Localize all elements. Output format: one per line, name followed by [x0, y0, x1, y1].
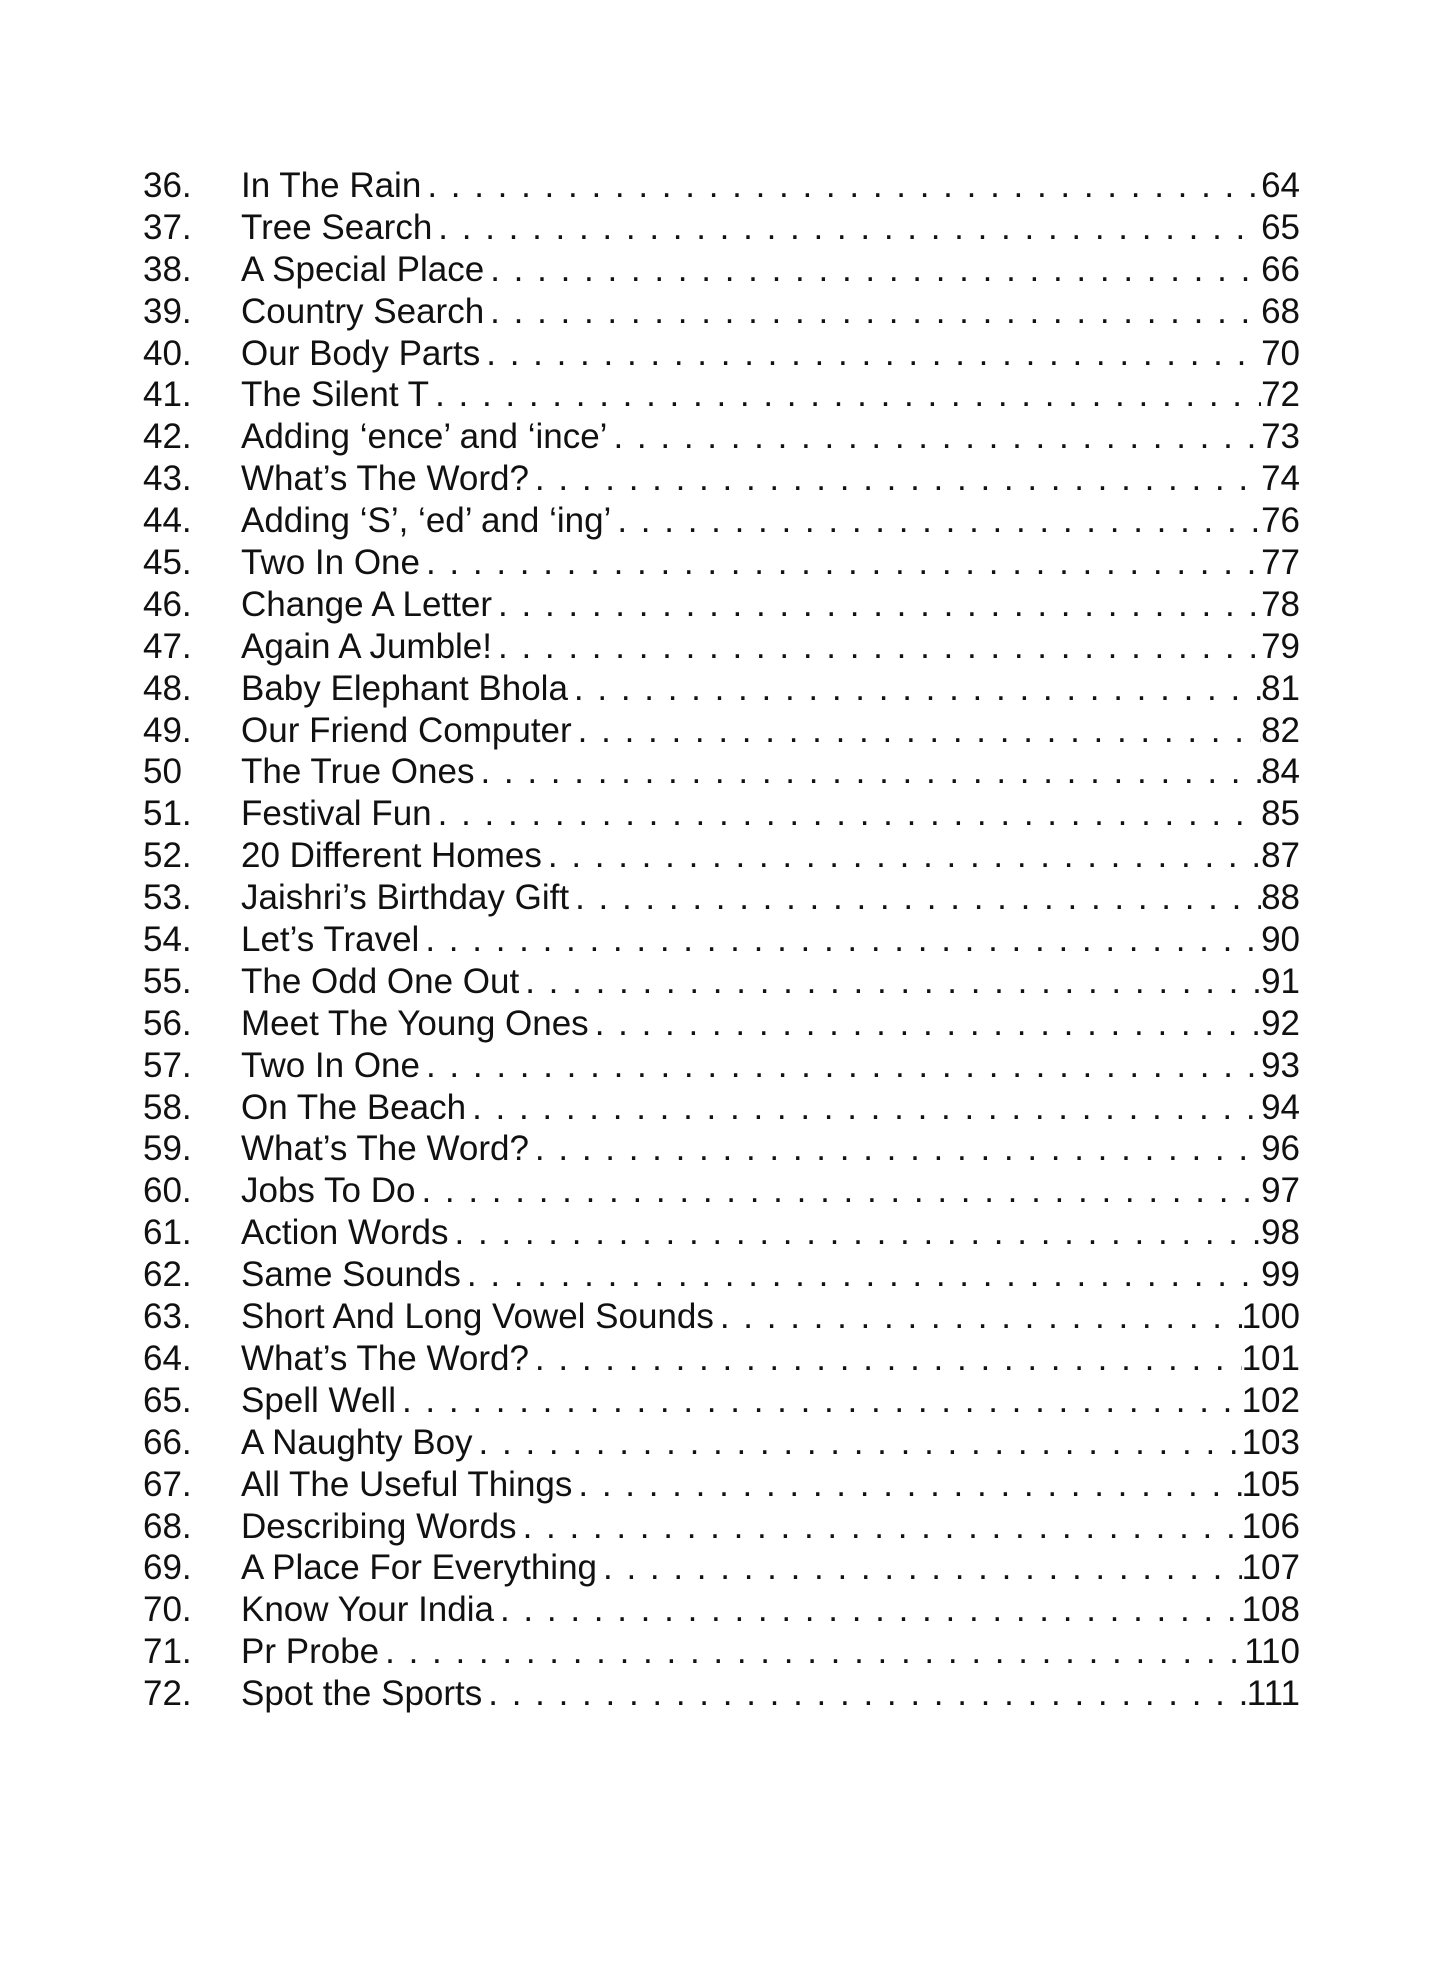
dot-leader — [484, 291, 1261, 333]
toc-entry-number: 64. — [143, 1338, 192, 1378]
toc-entry-title: A Naughty Boy — [241, 1422, 473, 1462]
toc-entry-title: Our Body Parts — [241, 333, 481, 373]
toc-entry-page-number: 81 — [1261, 668, 1300, 708]
toc-entry-number: 65. — [143, 1380, 192, 1420]
toc-entry-page-number: 72 — [1261, 375, 1300, 415]
toc-entry-number: 49. — [143, 710, 192, 750]
toc-entry — [143, 1254, 1300, 1296]
toc-entry-number: 53. — [143, 878, 192, 918]
toc-entry-number: 48. — [143, 668, 192, 708]
dot-leader — [484, 249, 1261, 291]
dot-leader — [492, 626, 1261, 668]
dot-leader — [529, 1128, 1261, 1170]
dot-leader — [420, 1045, 1261, 1087]
toc-entry — [143, 877, 1300, 919]
toc-entry — [143, 793, 1300, 835]
toc-entry-number: 45. — [143, 543, 192, 583]
toc-entry-number: 52. — [143, 836, 192, 876]
dot-leader — [420, 542, 1261, 584]
toc-entry-number: 41. — [143, 375, 192, 415]
toc-entry-number: 59. — [143, 1129, 192, 1169]
toc-entry-number: 58. — [143, 1087, 192, 1127]
toc-entry-title: Describing Words — [241, 1506, 517, 1546]
dot-leader — [429, 374, 1261, 416]
toc-entry-number: 36. — [143, 166, 192, 205]
dot-leader — [542, 835, 1261, 877]
toc-entry — [143, 1631, 1300, 1673]
toc-entry-title: A Place For Everything — [241, 1548, 597, 1588]
toc-entry — [143, 542, 1300, 584]
toc-entry-number: 42. — [143, 417, 192, 457]
toc-entry-title: The True Ones — [241, 752, 475, 792]
dot-leader — [597, 1547, 1242, 1589]
toc-entry-title: Country Search — [241, 291, 485, 331]
toc-entry — [143, 207, 1300, 249]
toc-entry — [143, 1338, 1300, 1380]
toc-entry — [143, 835, 1300, 877]
toc-entry-title: Two In One — [241, 543, 420, 583]
toc-entry-page-number: 77 — [1261, 543, 1300, 583]
toc-entry-title: Adding ‘S’, ‘ed’ and ‘ing’ — [241, 501, 612, 541]
toc-entry-title: Pr Probe — [241, 1632, 380, 1672]
toc-entry-page-number: 110 — [1244, 1632, 1300, 1672]
toc-entry — [143, 961, 1300, 1003]
toc-entry-title: Two In One — [241, 1045, 420, 1085]
dot-leader — [480, 333, 1261, 375]
toc-entry-page-number: 87 — [1261, 836, 1300, 876]
toc-entry-number: 44. — [143, 501, 192, 541]
dot-leader — [432, 207, 1261, 249]
dot-leader — [432, 793, 1261, 835]
dot-leader — [449, 1212, 1262, 1254]
dot-leader — [569, 877, 1261, 919]
toc-entry-title: Jobs To Do — [241, 1171, 416, 1211]
toc-entry-page-number: 93 — [1261, 1045, 1300, 1085]
toc-entry — [143, 919, 1300, 961]
toc-entry-page-number: 103 — [1241, 1422, 1300, 1462]
toc-entry — [143, 1296, 1300, 1338]
toc-entry-number: 72. — [143, 1674, 192, 1714]
toc-entry-title: Meet The Young Ones — [241, 1003, 589, 1043]
toc-entry-number: 63. — [143, 1297, 192, 1337]
toc-entry-number: 71. — [143, 1632, 192, 1672]
toc-entry-page-number: 65 — [1261, 207, 1300, 247]
toc-entry-page-number: 108 — [1241, 1590, 1300, 1630]
toc-entry-page-number: 64 — [1261, 166, 1300, 205]
toc-entry-page-number: 111 — [1246, 1674, 1300, 1714]
toc-entry-title: Baby Elephant Bhola — [241, 668, 568, 708]
toc-entry-page-number: 97 — [1261, 1171, 1300, 1211]
toc-entry-page-number: 74 — [1261, 459, 1300, 499]
toc-entry-title: The Odd One Out — [241, 961, 520, 1001]
dot-leader — [466, 1087, 1261, 1129]
toc-entry-number: 57. — [143, 1045, 192, 1085]
toc-entry — [143, 1422, 1300, 1464]
toc-entry-number: 43. — [143, 459, 192, 499]
toc-entry — [143, 165, 1300, 207]
toc-entry-page-number: 82 — [1261, 710, 1300, 750]
dot-leader — [396, 1380, 1242, 1422]
toc-entry-title: Jaishri’s Birthday Gift — [241, 878, 570, 918]
toc-entry-page-number: 88 — [1261, 878, 1300, 918]
toc-entry-title: What’s The Word? — [241, 459, 529, 499]
toc-entry — [143, 626, 1300, 668]
toc-entry-page-number: 101 — [1241, 1338, 1300, 1378]
toc-entry-title: Change A Letter — [241, 584, 493, 624]
toc-entry — [143, 333, 1300, 375]
dot-leader — [519, 961, 1261, 1003]
toc-entry — [143, 416, 1300, 458]
dot-leader — [482, 1673, 1247, 1715]
toc-entry-page-number: 68 — [1261, 291, 1300, 331]
toc-entry-title: In The Rain — [241, 166, 422, 205]
toc-entry — [143, 1045, 1300, 1087]
toc-entry-title: Know Your India — [241, 1590, 494, 1630]
toc-entry-number: 51. — [143, 794, 192, 834]
toc-entry-title: What’s The Word? — [241, 1338, 529, 1378]
dot-leader — [714, 1296, 1242, 1338]
dot-leader — [421, 165, 1261, 207]
dot-leader — [529, 458, 1261, 500]
toc-entry-title: On The Beach — [241, 1087, 467, 1127]
toc-entry-number: 47. — [143, 626, 192, 666]
toc-entry-number: 62. — [143, 1255, 192, 1295]
toc-entry — [143, 1087, 1300, 1129]
toc-entry-page-number: 90 — [1261, 920, 1300, 960]
toc-entry-number: 50 — [143, 752, 182, 792]
dot-leader — [529, 1338, 1242, 1380]
toc-entry-title: Short And Long Vowel Sounds — [241, 1297, 714, 1337]
toc-entry-title: A Special Place — [241, 249, 485, 289]
dot-leader — [611, 500, 1261, 542]
toc-entry — [143, 1212, 1300, 1254]
toc-entry-page-number: 66 — [1261, 249, 1300, 289]
toc-entry-page-number: 73 — [1261, 417, 1300, 457]
toc-entry — [143, 1464, 1300, 1506]
toc-entry-page-number: 70 — [1261, 333, 1300, 373]
toc-entry-title: Let’s Travel — [241, 920, 420, 960]
toc-entry-page-number: 100 — [1241, 1297, 1300, 1337]
toc-entry-page-number: 102 — [1241, 1380, 1300, 1420]
toc-entry-page-number: 107 — [1241, 1548, 1300, 1588]
toc-entry — [143, 1673, 1300, 1715]
toc-entry-title: Tree Search — [241, 207, 433, 247]
toc-entry-number: 37. — [143, 207, 192, 247]
toc-entry-page-number: 76 — [1261, 501, 1300, 541]
toc-entry-number: 69. — [143, 1548, 192, 1588]
toc-entry-page-number: 96 — [1261, 1129, 1300, 1169]
toc-entry — [143, 1128, 1300, 1170]
toc-entry-number: 67. — [143, 1464, 192, 1504]
toc-entry-number: 66. — [143, 1422, 192, 1462]
toc-entry — [143, 584, 1300, 626]
toc-entry-number: 61. — [143, 1213, 192, 1253]
toc-entry-number: 70. — [143, 1590, 192, 1630]
toc-entry — [143, 458, 1300, 500]
dot-leader — [461, 1254, 1261, 1296]
toc-entry — [143, 668, 1300, 710]
toc-entry — [143, 710, 1300, 752]
toc-entry — [143, 500, 1300, 542]
toc-entry — [143, 1170, 1300, 1212]
toc-entry — [143, 1380, 1300, 1422]
dot-leader — [572, 710, 1261, 752]
toc-entry — [143, 1589, 1300, 1631]
dot-leader — [474, 751, 1261, 793]
toc-entry — [143, 751, 1300, 793]
toc-entry-number: 46. — [143, 584, 192, 624]
toc-entry-page-number: 78 — [1261, 584, 1300, 624]
table-of-contents — [143, 165, 1300, 1715]
toc-entry-page-number: 105 — [1241, 1464, 1300, 1504]
dot-leader — [494, 1589, 1242, 1631]
dot-leader — [607, 416, 1261, 458]
toc-entry-number: 38. — [143, 249, 192, 289]
toc-entry-title: Spot the Sports — [241, 1674, 483, 1714]
toc-entry-page-number: 94 — [1261, 1087, 1300, 1127]
toc-entry — [143, 1506, 1300, 1548]
dot-leader — [517, 1506, 1242, 1548]
toc-entry-number: 56. — [143, 1003, 192, 1043]
toc-entry-title: Our Friend Computer — [241, 710, 572, 750]
toc-entry-page-number: 79 — [1261, 626, 1300, 666]
toc-entry — [143, 374, 1300, 416]
toc-entry-page-number: 106 — [1241, 1506, 1300, 1546]
toc-entry-page-number: 84 — [1261, 752, 1300, 792]
toc-entry-page-number: 92 — [1261, 1003, 1300, 1043]
toc-entry-title: Action Words — [241, 1213, 449, 1253]
dot-leader — [473, 1422, 1242, 1464]
toc-entry-page-number: 91 — [1261, 961, 1300, 1001]
toc-entry-title: Again A Jumble! — [241, 626, 492, 666]
toc-entry-number: 55. — [143, 961, 192, 1001]
toc-entry-number: 39. — [143, 291, 192, 331]
toc-entry-title: Same Sounds — [241, 1255, 461, 1295]
toc-entry-number: 40. — [143, 333, 192, 373]
dot-leader — [492, 584, 1261, 626]
toc-entry-title: All The Useful Things — [241, 1464, 573, 1504]
toc-entry — [143, 1547, 1300, 1589]
toc-entry — [143, 1003, 1300, 1045]
toc-entry-number: 54. — [143, 920, 192, 960]
toc-entry-title: Festival Fun — [241, 794, 432, 834]
toc-entry-page-number: 98 — [1261, 1213, 1300, 1253]
toc-entry-title: What’s The Word? — [241, 1129, 529, 1169]
dot-leader — [415, 1170, 1261, 1212]
dot-leader — [572, 1464, 1241, 1506]
toc-entry-title: 20 Different Homes — [241, 836, 542, 876]
toc-entry-number: 60. — [143, 1171, 192, 1211]
toc-entry-title: Adding ‘ence’ and ‘ince’ — [241, 417, 608, 457]
toc-entry-title: The Silent T — [241, 375, 430, 415]
toc-entry-number: 68. — [143, 1506, 192, 1546]
toc-entry — [143, 249, 1300, 291]
toc-entry-page-number: 99 — [1261, 1255, 1300, 1295]
dot-leader — [419, 919, 1261, 961]
toc-entry-title: Spell Well — [241, 1380, 396, 1420]
toc-entry — [143, 291, 1300, 333]
dot-leader — [589, 1003, 1261, 1045]
toc-entry-page-number: 85 — [1261, 794, 1300, 834]
dot-leader — [379, 1631, 1244, 1673]
dot-leader — [568, 668, 1261, 710]
